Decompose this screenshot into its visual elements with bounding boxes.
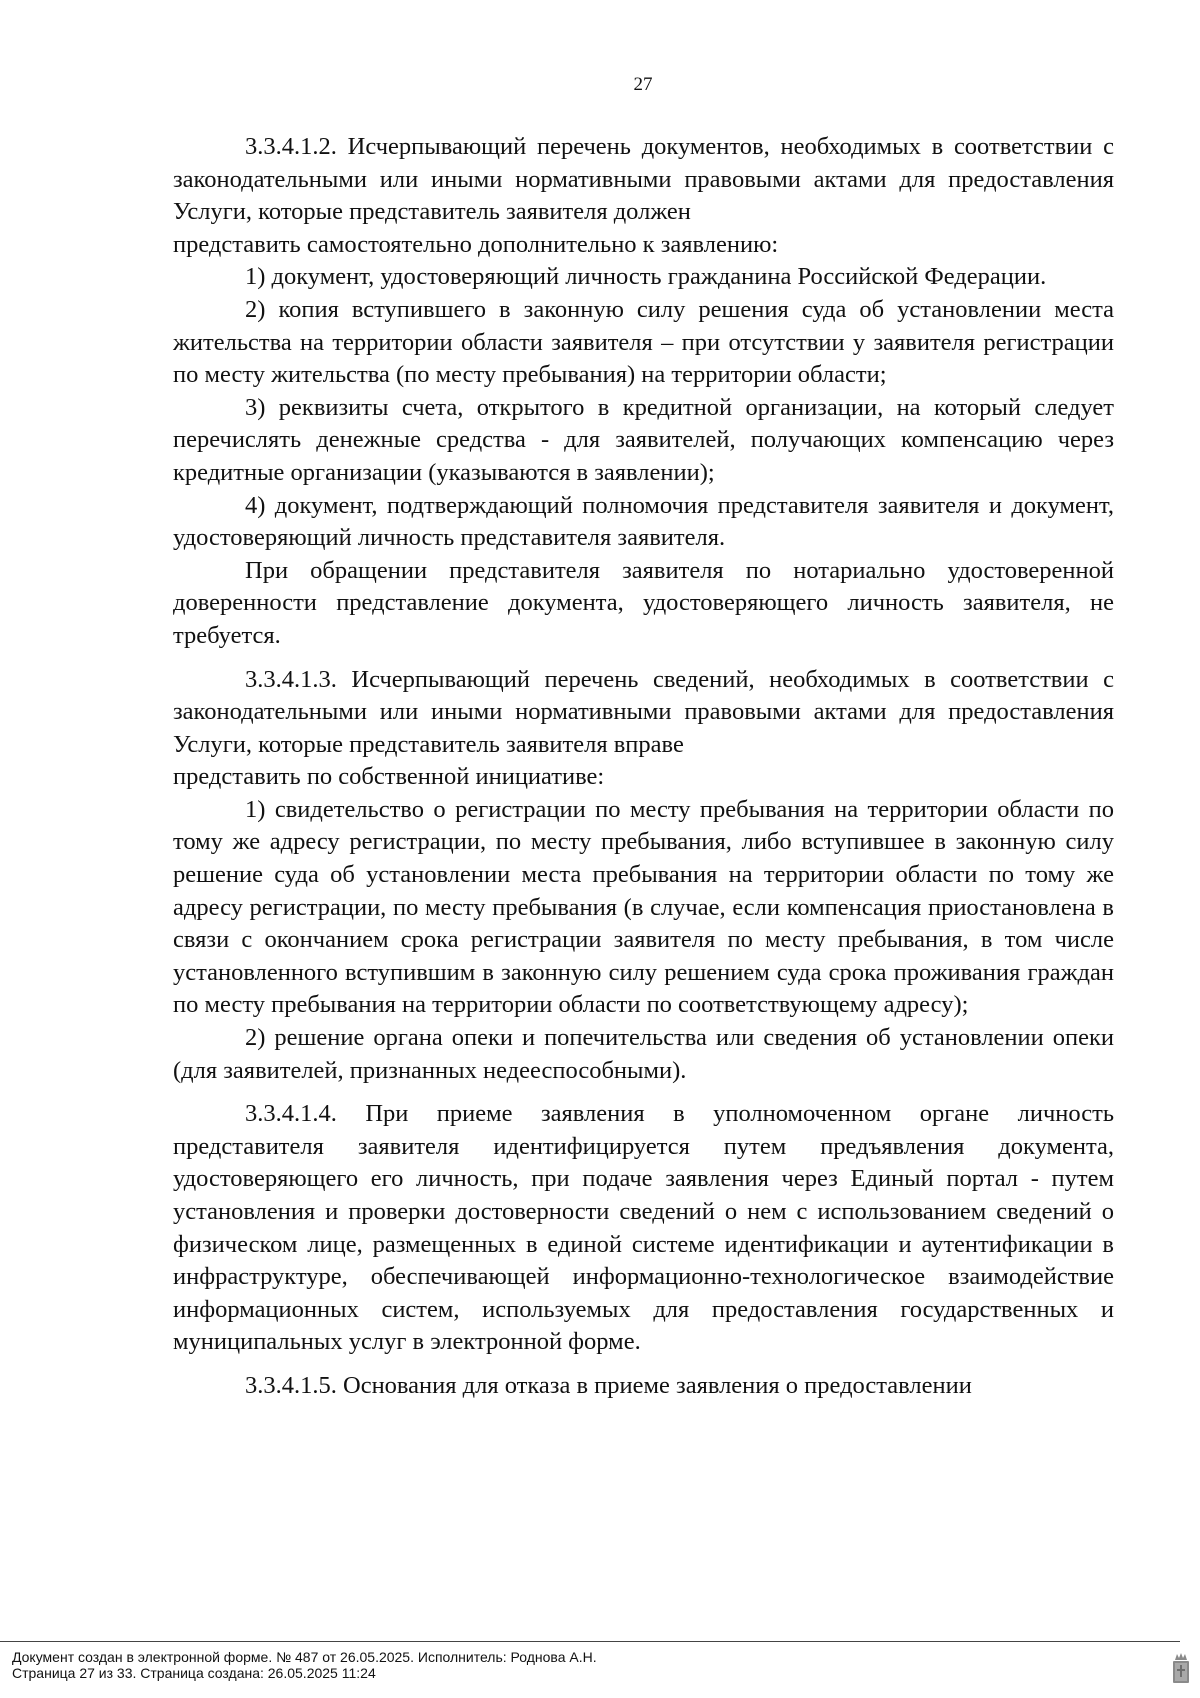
paragraph-3-3-4-1-2: 3.3.4.1.2. Исчерпывающий перечень документов, необходимых в соответствии с законодательными или иными нормативными правовыми актами для предоставления Услуги, которые представитель заявителя должен представить самостоятельно дополнительно к заявлению: — [173, 133, 1114, 258]
list-item-1: 1) свидетельство о регистрации по месту пребывания на территории области по тому же адресу регистрации, по месту пребывания, либо вступившее в законную силу решение суда об установлении места пребывания на территории области по тому же адресу регистрации, по месту пребывания (в случае, если компенсация приостановлена в связи с окончанием срока регистрации заявителя по месту пребывания, в том числе установленного вступившим в законную силу решением суда срока проживания граждан по месту пребывания на территории области по соответствующему адресу); — [173, 795, 1114, 1019]
document-body — [173, 131, 1114, 1403]
paragraph-3-3-4-1-4: 3.3.4.1.4. При приеме заявления в уполномоченном органе личность представителя заявителя идентифицируется путем предъявления документа, удостоверяющего его личность, при подаче заявления через Единый портал - путем установления и проверки достоверности сведений о нем с использованием сведений о физическом лице, размещенных в единой системе идентификации и аутентификации в инфраструктуре, обеспечивающей информационно-технологическое взаимодействие информационных систем, используемых для предоставления государственных и муниципальных услуг в электронной форме. — [173, 1100, 1114, 1356]
footer-page-info: Страница 27 из 33. Страница создана: 26.05.2025 11:24 — [12, 1665, 376, 1681]
document-footer — [12, 1649, 597, 1681]
coat-of-arms-icon — [1172, 1651, 1190, 1685]
footer-document-info: Документ создан в электронной форме. № 487 от 26.05.2025. Исполнитель: Роднова А.Н. — [12, 1649, 597, 1665]
paragraph-3-3-4-1-3: 3.3.4.1.3. Исчерпывающий перечень сведений, необходимых в соответствии с законодательными или иными нормативными правовыми актами для предоставления Услуги, которые представитель заявителя вправе представить по собственной инициативе: — [173, 665, 1114, 791]
list-item-3: 3) реквизиты счета, открытого в кредитной организации, на который следует перечислять денежные средства - для заявителей, получающих компенсацию через кредитные организации (указываются в заявлении); — [173, 393, 1114, 486]
paragraph-3-3-4-1-5: 3.3.4.1.5. Основания для отказа в приеме заявления о предоставлении — [245, 1371, 972, 1399]
list-item-4: 4) документ, подтверждающий полномочия представителя заявителя и документ, удостоверяющий личность представителя заявителя. — [173, 491, 1114, 552]
footer-divider — [0, 1641, 1180, 1642]
list-item-2: 2) копия вступившего в законную силу решения суда об установлении места жительства на территории области заявителя – при отсутствии у заявителя регистрации по месту жительства (по месту пребывания) на территории области; — [173, 295, 1114, 389]
notary-note-paragraph: При обращении представителя заявителя по нотариально удостоверенной доверенности представление документа, удостоверяющего личность заявителя, не требуется. — [173, 556, 1114, 649]
page-number: 27 — [633, 74, 653, 95]
list-item-2: 2) решение органа опеки и попечительства или сведения об установлении опеки (для заявителей, признанных недееспособными). — [173, 1024, 1114, 1084]
list-item-1: 1) документ, удостоверяющий личность гражданина Российской Федерации. — [245, 263, 1047, 291]
